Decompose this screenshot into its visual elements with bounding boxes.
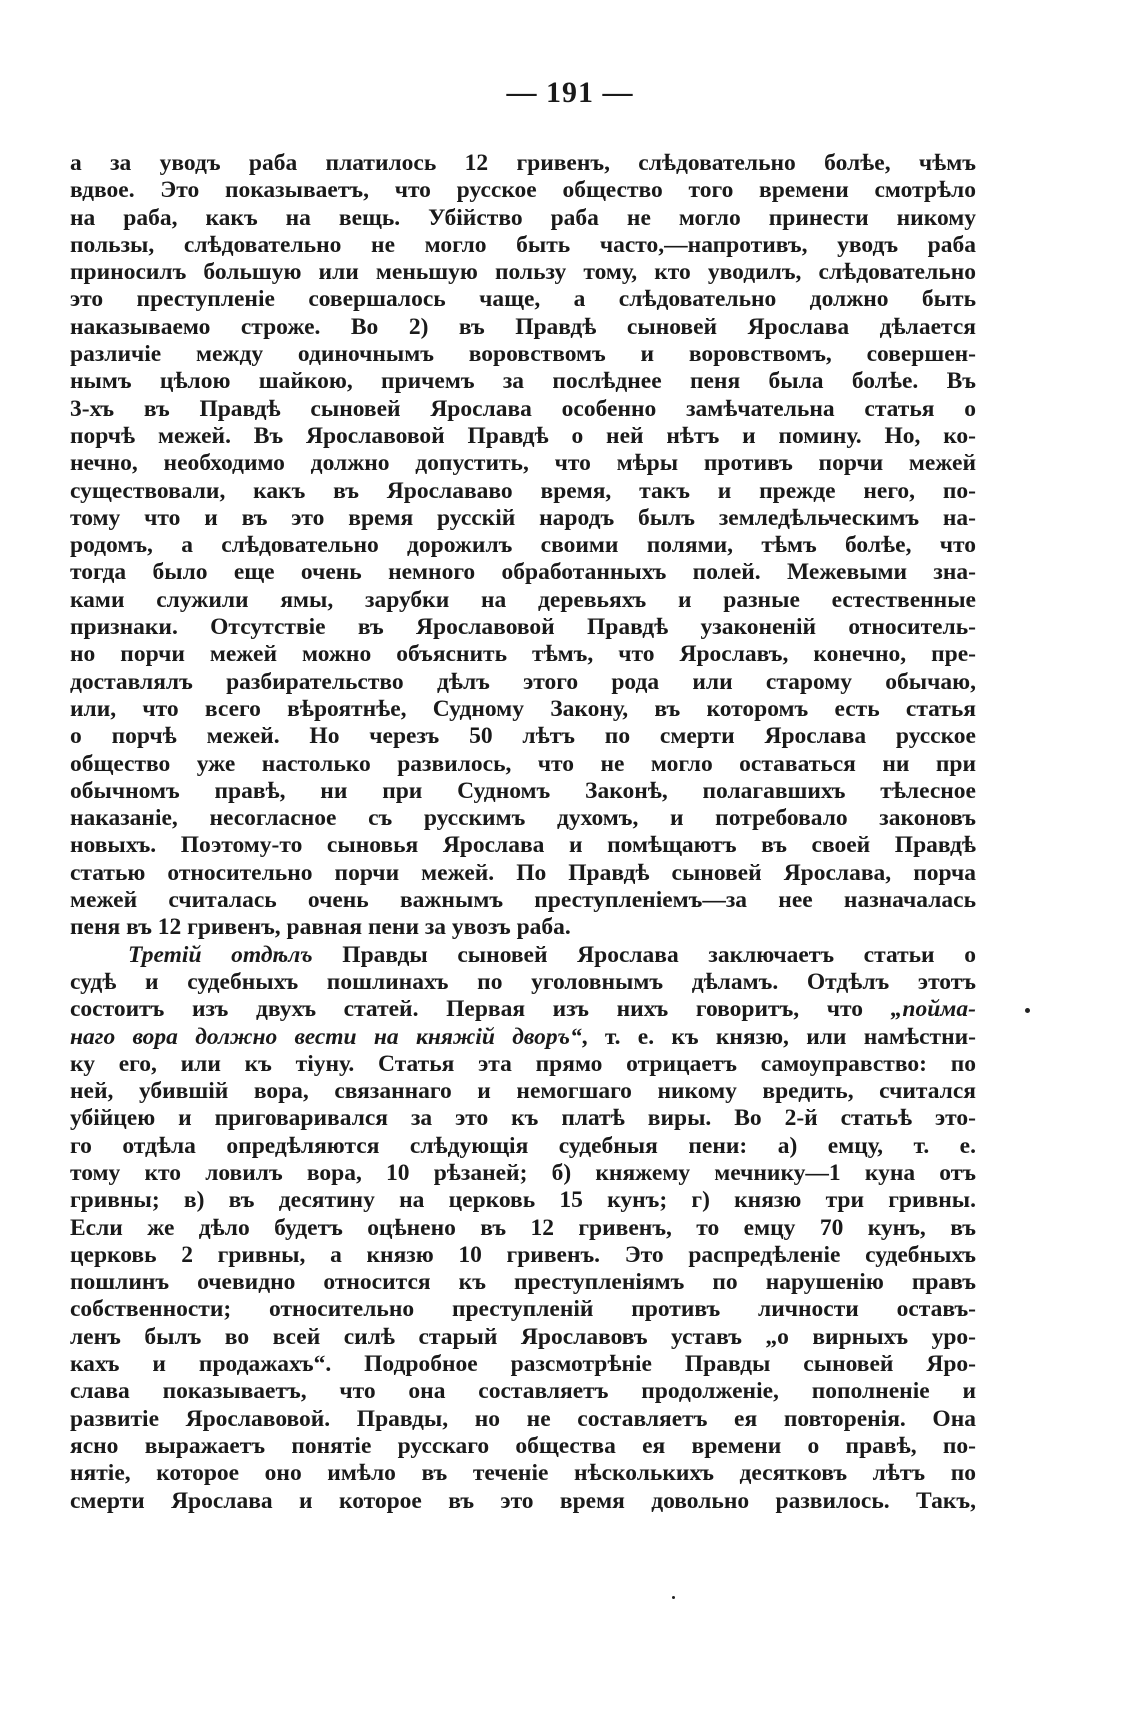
text-segment: приносилъ большую или меньшую пользу тому, кто уводилъ, слѣдовательно (70, 259, 976, 286)
text-segment: ленъ былъ во всей силѣ старый Ярославовъ уставъ „о вирныхъ уро- (70, 1323, 976, 1350)
text-line (70, 942, 976, 969)
italic-text: „пойма- (890, 996, 976, 1023)
text-segment: 3-хъ въ Правдѣ сыновей Ярослава особенно замѣчательна статья о (70, 395, 976, 422)
text-line (70, 751, 976, 778)
text-line (70, 641, 976, 668)
text-segment: кахъ и продажахъ“. Подробное разсмотрѣніе Правды сыновей Яро- (70, 1351, 976, 1378)
text-segment: различіе между одиночнымъ воровствомъ и воровствомъ, совершен- (70, 341, 976, 368)
text-segment: родомъ, а слѣдовательно дорожилъ своими полями, тѣмъ болѣе, что (70, 532, 976, 559)
text-segment: но порчи межей можно объяснить тѣмъ, что Ярославъ, конечно, пре- (70, 641, 976, 668)
text-line (70, 396, 976, 423)
text-line (70, 778, 976, 805)
text-line (70, 1024, 976, 1051)
text-segment: собственности; относительно преступленій противъ личности оставъ- (70, 1296, 976, 1323)
text-segment: или, что всего вѣроятнѣе, Судному Закону, въ которомъ есть статья (70, 695, 976, 722)
text-line (70, 969, 976, 996)
text-line (70, 1187, 976, 1214)
text-line (70, 587, 976, 614)
text-line (70, 805, 976, 832)
text-segment: наказываемо строже. Во 2) въ Правдѣ сыновей Ярослава дѣлается (70, 313, 976, 340)
text-segment: порчѣ межей. Въ Ярославовой Правдѣ о ней нѣтъ и помину. Но, ко- (70, 422, 976, 449)
text-line (70, 860, 976, 887)
text-segment: общество уже настолько развилось, что не могло оставаться ни при (70, 750, 976, 777)
text-line (70, 614, 976, 641)
text-line (70, 832, 976, 859)
text-segment: Правды сыновей Ярослава заключаетъ статьи о (312, 941, 976, 968)
text-segment: нечно, необходимо должно допустить, что мѣры противъ порчи межей (70, 450, 976, 477)
text-line (70, 286, 976, 313)
text-segment: наказаніе, несогласное съ русскимъ духомъ, и потребовало законовъ (70, 805, 976, 832)
text-segment: развитіе Ярославовой. Правды, но не составляетъ ея повторенія. Она (70, 1405, 976, 1432)
text-segment: церковь 2 гривны, а князю 10 гривенъ. Это распредѣленіе судебныхъ (70, 1241, 976, 1268)
text-line (70, 1078, 976, 1105)
text-line (70, 314, 976, 341)
text-line (70, 914, 976, 941)
text-segment: гривны; в) въ десятину на церковь 15 кунъ; г) князю три гривны. (70, 1187, 976, 1214)
text-line (70, 1460, 976, 1487)
text-segment: ясно выражаетъ понятіе русскаго общества ея времени о правѣ, по- (70, 1432, 976, 1459)
text-segment: вдвое. Это показываетъ, что русское общество того времени смотрѣло (70, 177, 976, 204)
text-line (70, 696, 976, 723)
text-segment: признаки. Отсутствіе въ Ярославовой Правдѣ узаконеній относитель- (70, 614, 976, 641)
text-segment: ками служили ямы, зарубки на деревьяхъ и разные естественные (70, 586, 976, 613)
text-line (70, 1215, 976, 1242)
text-line (70, 205, 976, 232)
text-segment: ней, убившій вора, связаннаго и немогшаго никому вредить, считался (70, 1078, 976, 1105)
text-line (70, 423, 976, 450)
italic-text: наго вора должно вести на княжій дворъ“ (70, 1023, 582, 1050)
margin-speck (1025, 1008, 1030, 1013)
text-segment: нятіе, которое оно имѣло въ теченіе нѣсколькихъ десятковъ лѣтъ по (70, 1460, 976, 1487)
text-line (70, 1160, 976, 1187)
text-segment: пользы, слѣдовательно не могло быть часто,—напротивъ, уводъ раба (70, 231, 976, 258)
text-line (70, 532, 976, 559)
text-line (70, 505, 976, 532)
text-line (70, 669, 976, 696)
text-segment: пеня въ 12 гривенъ, равная пени за увозъ раба. (70, 914, 571, 941)
page-number: — 191 — (506, 76, 634, 109)
text-segment: новыхъ. Поэтому-то сыновья Ярослава и помѣщаютъ въ своей Правдѣ (70, 832, 976, 859)
text-line (70, 723, 976, 750)
text-segment: , т. е. къ князю, или намѣстни- (581, 1023, 977, 1050)
text-line (70, 1351, 976, 1378)
text-line (70, 232, 976, 259)
text-line (70, 1324, 976, 1351)
text-line (70, 1406, 976, 1433)
text-line (70, 450, 976, 477)
text-segment: пошлинъ очевидно относится къ преступленіямъ по нарушенію правъ (70, 1269, 976, 1296)
text-segment: о порчѣ межей. Но черезъ 50 лѣтъ по смерти Ярослава русское (70, 723, 976, 750)
text-segment: тогда было еще очень немного обработанныхъ полей. Межевыми зна- (70, 559, 976, 586)
text-line (70, 1296, 976, 1323)
text-line (70, 559, 976, 586)
text-segment: ку его, или къ тіуну. Статья эта прямо отрицаетъ самоуправство: по (70, 1050, 976, 1077)
text-line (70, 1051, 976, 1078)
text-segment: судѣ и судебныхъ пошлинахъ по уголовнымъ дѣламъ. Отдѣлъ этотъ (70, 968, 976, 995)
text-segment: состоитъ изъ двухъ статей. Первая изъ нихъ говоритъ, что (70, 996, 891, 1023)
text-segment: убійцею и приговаривался за это къ платѣ виры. Во 2-й статьѣ это- (70, 1105, 976, 1132)
text-line (70, 259, 976, 286)
text-line (70, 1133, 976, 1160)
body-text (70, 150, 976, 1515)
text-line (70, 996, 976, 1023)
text-line (70, 1105, 976, 1132)
text-line (70, 1378, 976, 1405)
text-segment: тому что и въ это время русскій народъ былъ земледѣльческимъ на- (70, 504, 976, 531)
text-segment: а за уводъ раба платилось 12 гривенъ, слѣдовательно болѣе, чѣмъ (70, 150, 976, 176)
text-segment: Если же дѣло будетъ оцѣнено въ 12 гривенъ, то емцу 70 кунъ, въ (70, 1214, 976, 1241)
text-segment: тому кто ловилъ вора, 10 рѣзаней; б) княжему мечнику—1 куна отъ (70, 1159, 976, 1186)
text-line (70, 1488, 976, 1515)
text-segment: существовали, какъ въ Ярослававо время, такъ и прежде него, по- (70, 477, 976, 504)
text-line (70, 1269, 976, 1296)
text-segment: го отдѣла опредѣляются слѣдующія судебныя пени: а) емцу, т. е. (70, 1132, 976, 1159)
text-line (70, 478, 976, 505)
text-segment: обычномъ правѣ, ни при Судномъ Законѣ, полагавшихъ тѣлесное (70, 777, 976, 804)
margin-speck (672, 1596, 675, 1599)
text-segment: на раба, какъ на вещь. Убійство раба не могло принести никому (70, 204, 976, 231)
text-segment: межей считалась очень важнымъ преступленіемъ—за нее назначалась (70, 887, 976, 914)
text-line (70, 887, 976, 914)
text-line (70, 150, 976, 177)
text-segment: нымъ цѣлою шайкою, причемъ за послѣднее пеня была болѣе. Въ (70, 368, 976, 395)
text-line (70, 341, 976, 368)
text-segment: это преступленіе совершалось чаще, а слѣдовательно должно быть (70, 286, 976, 313)
text-segment: статью относительно порчи межей. По Правдѣ сыновей Ярослава, порча (70, 859, 976, 886)
text-segment: смерти Ярослава и которое въ это время довольно развилось. Такъ, (70, 1487, 976, 1514)
italic-text: Третій отдѣлъ (128, 941, 313, 968)
text-line (70, 368, 976, 395)
text-line (70, 1433, 976, 1460)
text-line (70, 177, 976, 204)
text-line (70, 1242, 976, 1269)
text-segment: слава показываетъ, что она составляетъ продолженіе, пополненіе и (70, 1378, 976, 1405)
text-segment: доставлялъ разбирательство дѣлъ этого рода или старому обычаю, (70, 668, 976, 695)
